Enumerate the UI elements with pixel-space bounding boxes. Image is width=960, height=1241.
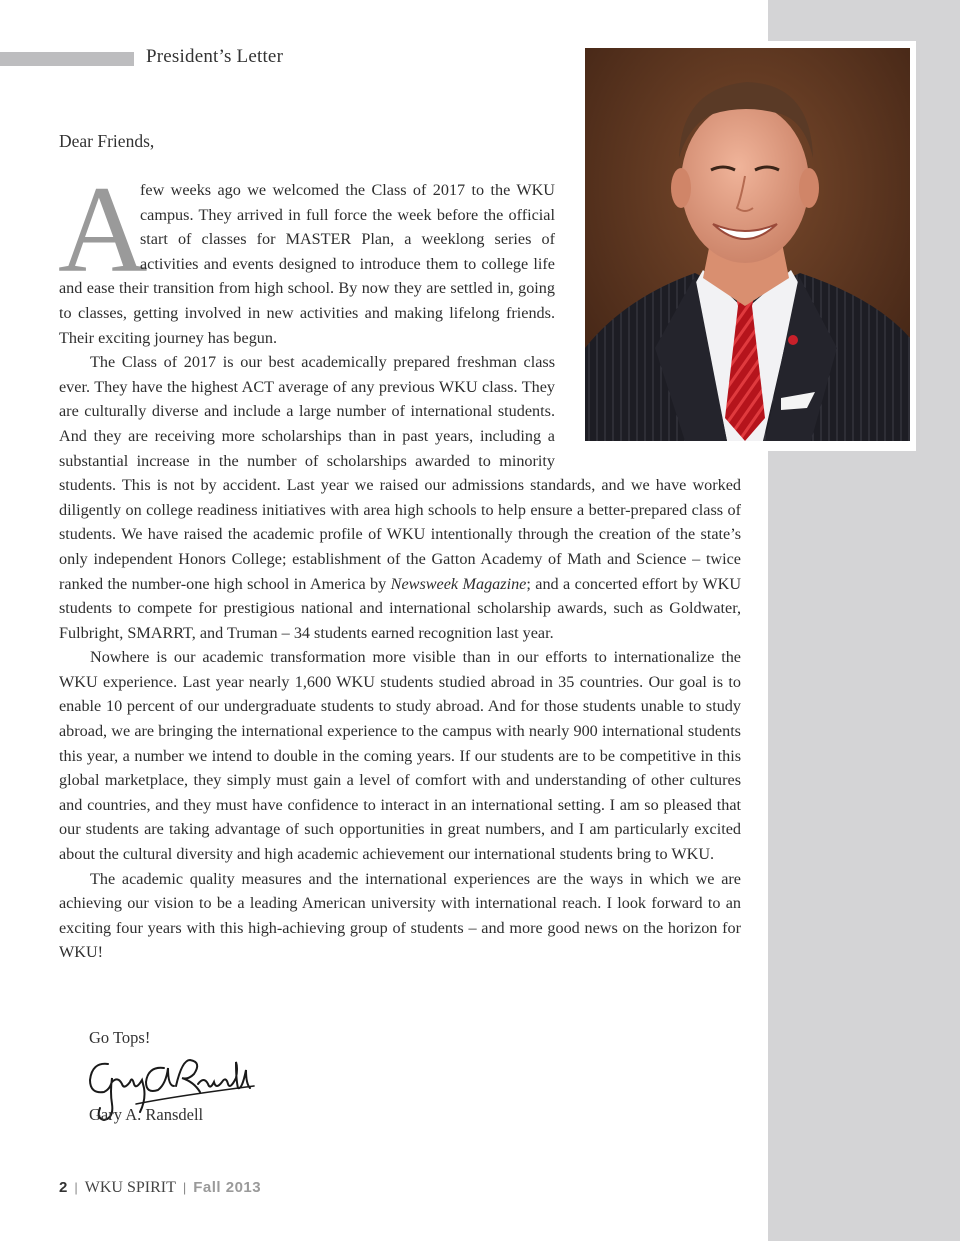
letter-body <box>59 178 741 965</box>
section-bar <box>0 52 134 66</box>
paragraph-2-part-b: ; and a concerted effort by WKU students to compete for prestigious national and international scholarship awards, such as Goldwater, Fulbright, SMARRT, and Truman – 34 students earned recognition last year. <box>59 574 742 642</box>
footer-separator-2: | <box>182 1180 187 1195</box>
paragraph-4: The academic quality measures and the international experiences are the ways in which we are achieving our vision to be a leading American university with international reach. I look forward to an exciting four years with this high-achieving group of students – and more good news on the horizon for WKU! <box>59 869 741 962</box>
closing-line: Go Tops! <box>89 1028 151 1047</box>
issue-label: Fall 2013 <box>193 1179 262 1196</box>
publication-name: WKU SPIRIT <box>84 1179 176 1196</box>
paragraph-3: Nowhere is our academic transformation more visible than in our efforts to internationalize the WKU experience. Last year nearly 1,600 WKU students studied abroad in 35 countries. Our goal is to enable 10 percent of our undergraduate students to study abroad. And for those students unable to study abroad, we are bringing the international experience to the campus with nearly 900 international students this year, a number we intend to double in the coming years. If our students are to be competitive in this global marketplace, they simply must gain a level of comfort with and understanding of other cultures and countries, and they must have confidence to interact in an international setting. I am so pleased that our students are taking advantage of such opportunities in great numbers, and I am particularly excited about the cultural diversity and high academic achievement our international students bring to WKU. <box>59 648 741 864</box>
drop-cap-spacer <box>59 178 140 274</box>
section-title: President’s Letter <box>146 46 284 67</box>
page-footer <box>59 1179 261 1197</box>
salutation: Dear Friends, <box>59 131 155 151</box>
footer-separator: | <box>74 1180 78 1195</box>
paragraph-1: few weeks ago we welcomed the Class of 2017 to the WKU campus. They arrived in full force the week before the official start of classes for MASTER Plan, a weeklong series of activities and events designed to introduce them to college life and ease their transition from high school. By now they are settled in, going to classes, getting involved in new activities and making lifelong friends. Their exciting journey has begun. <box>59 181 555 347</box>
page-number: 2 <box>59 1179 68 1196</box>
signer-name: Gary A. Ransdell <box>89 1105 204 1124</box>
magazine-title: Newsweek Magazine <box>390 574 527 593</box>
paragraph-2-part-a: The Class of 2017 is our best academically prepared freshman class ever. They have the highest ACT average of any previous WKU class. They are culturally diverse and include a large number of international students. And they are receiving more scholarships than in past years, including a substantial increase in the number of scholarships awarded to minority students. This is not by accident. Last year we raised our admissions standards, and we have worked diligently on college readiness initiatives with area high schools to help ensure a better-prepared class of students. We have raised the academic profile of WKU intentionally through the creation of the state’s only independent Honors College; establishment of the Gatton Academy of Math and Science – twice ranked the number-one high school in America by <box>59 353 741 593</box>
photo-wrap-spacer <box>555 178 741 462</box>
drop-cap: A <box>58 161 148 298</box>
